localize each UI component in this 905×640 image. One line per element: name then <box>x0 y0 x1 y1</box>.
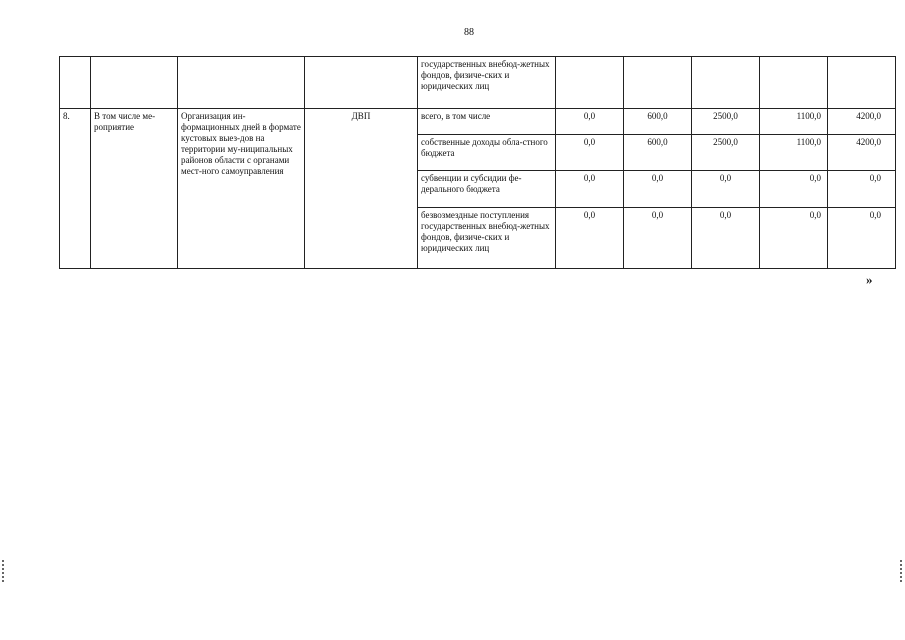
value-cell: 0,0 <box>828 171 896 208</box>
value-cell: 600,0 <box>624 109 692 135</box>
value-cell: 0,0 <box>624 171 692 208</box>
item-description-cell: Организация ин-формационных дней в формате кустовых выез-дов на территории му-ниципальных районов области с органами мест-ного самоуправления <box>178 109 305 269</box>
table-row <box>60 57 896 109</box>
value-cell: 0,0 <box>556 208 624 269</box>
executor-cell: ДВП <box>305 109 418 269</box>
scan-edge-mark <box>900 560 902 584</box>
value-cell: 0,0 <box>556 109 624 135</box>
value-cell: 0,0 <box>692 208 760 269</box>
value-cell: 0,0 <box>624 208 692 269</box>
page-number: 88 <box>464 27 474 38</box>
value-cell: 4200,0 <box>828 135 896 171</box>
funding-source-cell: государственных внебюд-жетных фондов, физиче-ских и юридических лиц <box>418 57 556 109</box>
funding-source-cell: всего, в том числе <box>418 109 556 135</box>
empty-cell <box>624 57 692 109</box>
item-category-cell: В том числе ме-роприятие <box>91 109 178 269</box>
value-cell: 0,0 <box>556 135 624 171</box>
empty-cell <box>556 57 624 109</box>
funding-source-cell: собственные доходы обла-стного бюджета <box>418 135 556 171</box>
closing-quote-mark: » <box>866 272 873 287</box>
value-cell: 1100,0 <box>760 135 828 171</box>
value-cell: 0,0 <box>760 171 828 208</box>
value-cell: 0,0 <box>556 171 624 208</box>
empty-cell <box>178 57 305 109</box>
empty-cell <box>692 57 760 109</box>
value-cell: 1100,0 <box>760 109 828 135</box>
value-cell: 0,0 <box>760 208 828 269</box>
empty-cell <box>305 57 418 109</box>
scan-edge-mark <box>2 560 4 584</box>
funding-source-cell: субвенции и субсидии фе-дерального бюджета <box>418 171 556 208</box>
value-cell: 4200,0 <box>828 109 896 135</box>
empty-cell <box>91 57 178 109</box>
empty-cell <box>760 57 828 109</box>
value-cell: 2500,0 <box>692 135 760 171</box>
budget-table <box>59 56 896 269</box>
table-row <box>60 109 896 135</box>
empty-cell <box>60 57 91 109</box>
value-cell: 0,0 <box>828 208 896 269</box>
value-cell: 0,0 <box>692 171 760 208</box>
item-number-cell: 8. <box>60 109 91 269</box>
empty-cell <box>828 57 896 109</box>
value-cell: 600,0 <box>624 135 692 171</box>
funding-source-cell: безвозмездные поступления государственных внебюд-жетных фондов, физиче-ских и юридических лиц <box>418 208 556 269</box>
value-cell: 2500,0 <box>692 109 760 135</box>
